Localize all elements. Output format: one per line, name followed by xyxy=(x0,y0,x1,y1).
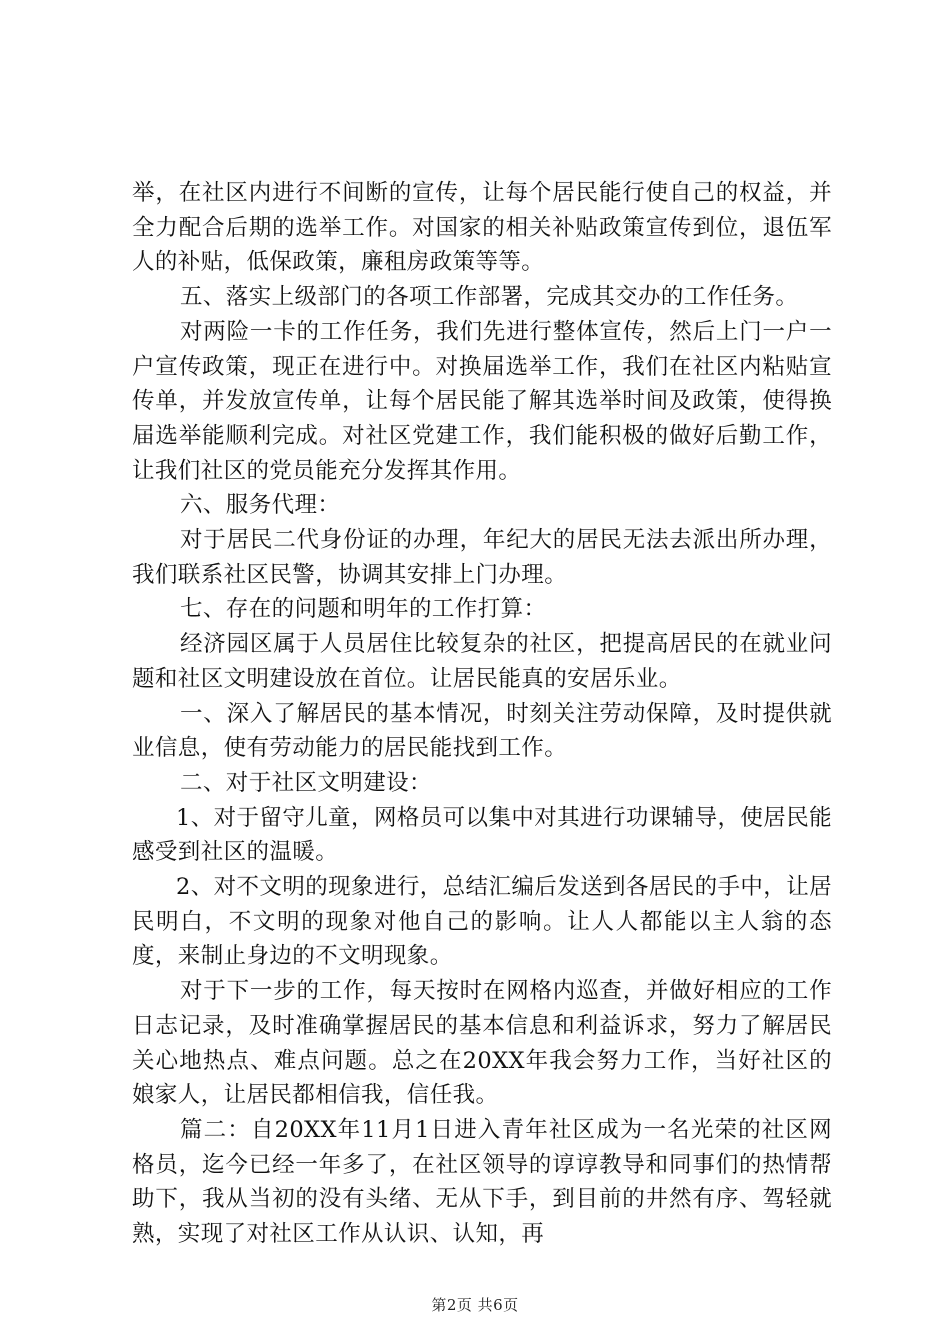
page-footer xyxy=(0,1294,950,1315)
paragraph-12: 对于下一步的工作，每天按时在网格内巡查，并做好相应的工作日志记录，及时准确掌握居民的基本信息和利益诉求，努力了解居民关心地热点、难点问题。总之在20XX年我会努力工作，当好社区的娘家人，让居民都相信我，信任我。 xyxy=(132,978,832,1109)
paragraph-7: 经济园区属于人员居住比较复杂的社区，把提高居民的在就业问题和社区文明建设放在首位。让居民能真的安居乐业。 xyxy=(132,631,832,692)
paragraph-4: 六、服务代理： xyxy=(180,492,341,519)
paragraph-2: 五、落实上级部门的各项工作部署，完成其交办的工作任务。 xyxy=(180,284,799,311)
paragraph-9: 二、对于社区文明建设： xyxy=(180,769,432,796)
paragraph-3: 对两险一卡的工作任务，我们先进行整体宣传，然后上门一户一户宣传政策，现正在进行中。对换届选举工作，我们在社区内粘贴宣传单，并发放宣传单，让每个居民能了解其选举时间及政策，使得换届选举能顺利完成。对社区党建工作，我们能积极的做好后勤工作，让我们社区的党员能充分发挥其作用。 xyxy=(132,318,832,484)
paragraph-6: 七、存在的问题和明年的工作打算： xyxy=(180,596,547,623)
paragraph-5: 对于居民二代身份证的办理，年纪大的居民无法去派出所办理，我们联系社区民警，协调其安排上门办理。 xyxy=(132,527,832,588)
paragraph-13: 篇二：自20XX年11月1日进入青年社区成为一名光荣的社区网格员，迄今已经一年多了，在社区领导的谆谆教导和同事们的热情帮助下，我从当初的没有头绪、无从下手，到目前的井然有序、驾轻就熟，实现了对社区工作从认识、认知，再 xyxy=(132,1116,832,1248)
paragraph-11: 2、对不文明的现象进行，总结汇编后发送到各居民的手中，让居民明白，不文明的现象对他自己的影响。让人人都能以主人翁的态度，来制止身边的不文明现象。 xyxy=(132,874,832,970)
page-number-label: 第2页 共6页 xyxy=(431,1296,519,1314)
paragraph-1: 举，在社区内进行不间断的宣传，让每个居民能行使自己的权益，并全力配合后期的选举工作。对国家的相关补贴政策宣传到位，退伍军人的补贴，低保政策，廉租房政策等等。 xyxy=(132,180,832,276)
paragraph-8: 一、深入了解居民的基本情况，时刻关注劳动保障，及时提供就业信息，使有劳动能力的居民能找到工作。 xyxy=(132,700,832,762)
document-body xyxy=(132,176,832,1252)
paragraph-10: 1、对于留守儿童，网格员可以集中对其进行功课辅导，使居民能感受到社区的温暖。 xyxy=(132,804,832,866)
